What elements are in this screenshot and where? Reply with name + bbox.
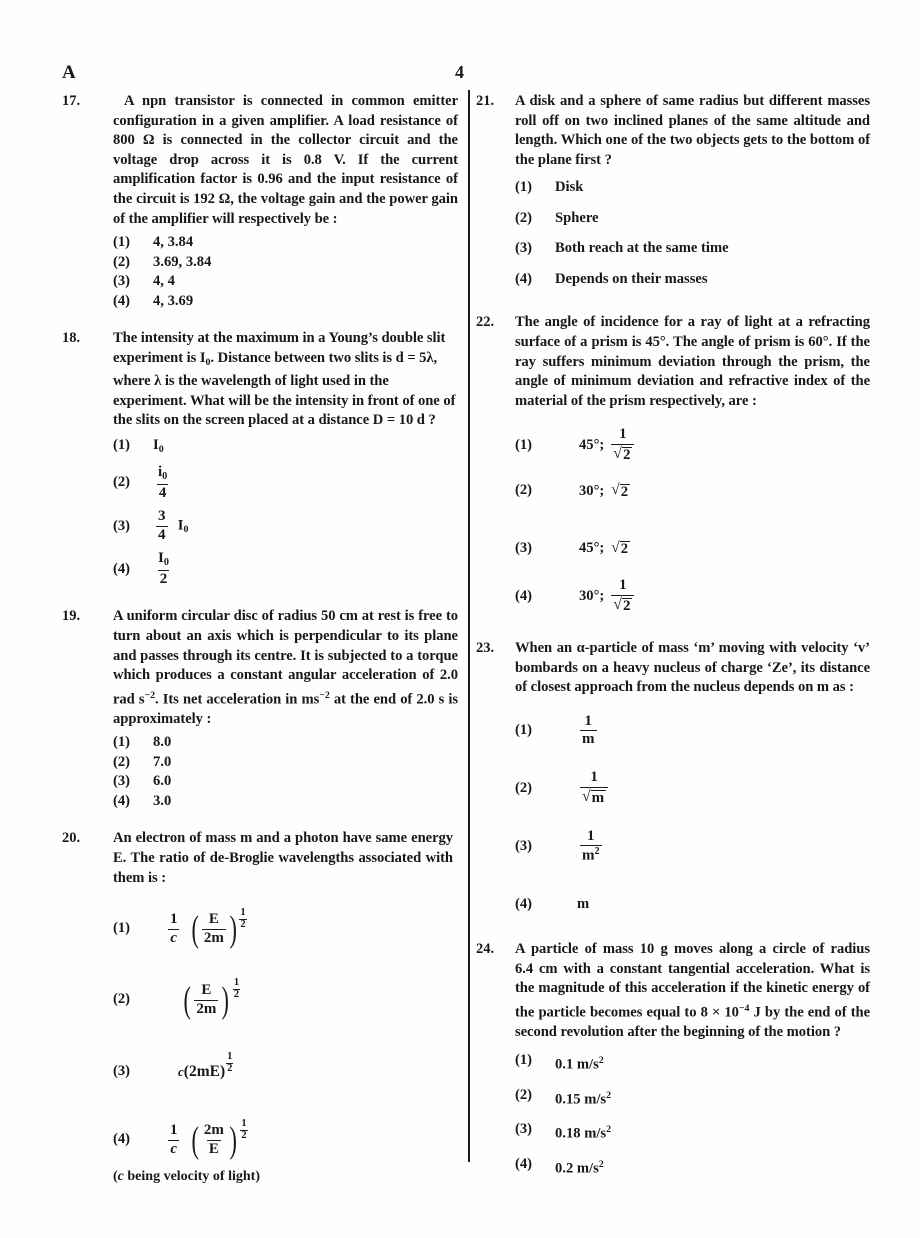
option-label: (2) [515,482,533,499]
option-formula: 45°; 1 √ 2 [579,427,872,464]
option-item[interactable] [515,770,872,807]
page-number: 4 [455,62,464,82]
option-item[interactable] [113,509,460,543]
option-label: (1) [515,437,533,454]
options-list [113,233,460,311]
option-text: Sphere [555,209,599,226]
question-18 [62,329,460,587]
option-label: (3) [113,1062,131,1079]
option-label: (3) [515,539,533,556]
page-header [62,62,462,86]
option-label: (4) [515,270,533,287]
option-label: (3) [113,517,131,534]
option-item[interactable] [113,1052,460,1091]
question-number: 19. [62,608,81,625]
option-item[interactable] [515,1120,872,1144]
option-text: 6.0 [153,773,172,790]
question-number: 20. [62,830,81,847]
option-formula: 30°; √ 2 [579,481,629,500]
option-text: 4, 3.69 [153,292,194,309]
option-item[interactable] [515,427,872,464]
option-label: (3) [515,240,533,257]
option-label: (1) [515,1051,533,1068]
option-item[interactable] [515,239,872,259]
question-text: When an α-particle of mass ‘m’ moving with velocity ‘v’ bombards on a heavy nucleus of charge ‘Ze’, its distance of closest approach from the nucleus depends on m as : [515,640,870,696]
option-label: (4) [113,560,131,577]
options-list [113,908,460,1161]
option-text: 4, 3.84 [153,234,194,251]
option-label: (4) [515,587,533,604]
option-formula: c (2mE) $\frac{1}{2}$ [178,1051,233,1080]
question-number: 23. [476,640,495,657]
option-formula: $\frac{1}{c}$ ( $\frac{E}{2m}$ ) $\frac{1}{2}$ [170,907,246,950]
option-formula: ( $\frac{E}{2m}$ ) $\frac{1}{2}$ [183,977,240,1021]
options-list [515,427,872,615]
option-label: (1) [515,179,533,196]
option-label: (2) [113,474,131,491]
question-22 [476,313,872,615]
option-item[interactable] [113,465,460,501]
option-formula: $\frac{1}{m}$ [582,712,595,748]
option-label: (1) [113,734,131,751]
question-number: 18. [62,330,81,347]
option-formula: 1 √ m [577,770,872,807]
option-text: 3.69, 3.84 [153,253,212,270]
option-item[interactable] [515,539,872,559]
option-text: 0.2 $m/s^2$ [555,1159,604,1177]
options-list [515,714,872,914]
option-item[interactable] [515,714,872,748]
option-item[interactable] [515,270,872,290]
option-item[interactable] [515,1155,872,1179]
option-label: (1) [113,436,131,453]
option-label: (1) [113,234,131,251]
option-text: 0.1 $m/s^2$ [555,1054,604,1073]
question-24 [476,940,872,1179]
right-column [476,92,872,1195]
option-text: m [577,895,590,912]
option-text: Depends on their masses [555,270,708,287]
question-number: 21. [476,93,495,109]
option-label: (2) [515,779,533,796]
question-19 [62,607,460,811]
options-list [113,733,460,811]
option-text: 0.15 $m/s^2$ [555,1089,612,1107]
question-number: 17. [62,93,81,109]
option-label: (1) [515,722,533,739]
option-item[interactable] [113,292,460,312]
option-item[interactable] [515,829,872,865]
option-label: (4) [113,792,131,809]
option-label: (3) [113,773,131,790]
options-list [515,1051,872,1180]
question-text: A uniform circular disc of radius 50 cm at rest is free to turn about an axis which is perpendicular to its plane and passes through its centre. It is subjected to a torque which produces a constant angular acceleration of 2.0 rad $s^{-2}$. Its net acceleration in $ms^{-2}$ at the end of 2.0 s is approximately : [113,608,459,727]
option-item[interactable] [113,253,460,273]
option-item[interactable] [515,178,872,198]
option-label: (1) [113,920,131,937]
option-label: (3) [515,837,533,854]
set-code: A [62,62,76,83]
option-item[interactable] [515,895,872,915]
option-label: (2) [515,209,533,226]
option-label: (4) [113,1131,131,1148]
option-item[interactable] [113,551,460,587]
option-formula: $\frac{1}{c}$ ( $\frac{2m}{E}$ ) $\frac{1}{2}$ [170,1118,247,1161]
column-divider [468,90,470,1162]
option-label: (2) [113,753,131,770]
option-text: 0.18 $m/s^2$ [555,1124,612,1142]
option-label: (3) [113,273,131,290]
options-list [113,436,460,588]
option-label: (2) [113,253,131,270]
option-label: (2) [515,1086,533,1103]
option-item[interactable] [113,436,460,459]
option-text: Disk [555,179,584,196]
option-item[interactable] [113,978,460,1022]
option-label: (4) [515,895,533,912]
question-text: A particle of mass 10 g moves along a circle of radius 6.4 cm with a constant tangential acceleration. What is the magnitude of this acceleration if the kinetic energy of the particle becomes equal to $8 \times 10^{-4}$ J by the end of the second revolution after the beginning of the motion ? [515,941,870,1040]
question-text: An electron of mass m and a photon have same energy E. The ratio of de-Broglie wavelengths associated with them is : [113,830,453,886]
option-text: 7.0 [153,753,172,770]
question-text: The angle of incidence for a ray of light at a refracting surface of a prism is 45°. The angle of prism is 60°. If the ray suffers minimum deviation through the prism, the angle of minimum deviation and refractive index of the material of the prism respectively, are : [515,314,870,409]
option-item[interactable] [113,272,460,292]
option-item[interactable] [113,1119,460,1161]
option-text: 3.0 [153,792,172,809]
option-label: (4) [515,1156,533,1173]
question-text: A npn transistor is connected in common emitter configuration in a given amplifier. A load resistance of 800 Ω is connected in the collector circuit and the voltage drop across it is 0.8 V. If the current amplification factor is 0.96 and the input resistance of the circuit is 192 Ω, the voltage gain and the power gain of the amplifier will respectively be : [113,93,458,227]
question-number: 24. [476,941,495,958]
option-item[interactable] [113,753,460,773]
option-formula: 30°; 1 √ 2 [579,578,872,615]
option-item[interactable] [113,792,460,812]
option-text: 8.0 [153,734,172,751]
option-text: Both reach at the same time [555,240,729,257]
left-column [62,92,460,1202]
option-item[interactable] [113,733,460,753]
option-formula: $\frac{i_0}{4}$ [158,464,168,501]
option-item[interactable] [515,481,872,501]
option-formula: 45°; √ 2 [579,538,629,558]
option-label: (4) [113,292,131,309]
question-number: 22. [476,314,495,331]
options-list [515,178,872,289]
option-item[interactable] [515,1051,872,1075]
option-formula: $\frac{3}{4}$ $I_0$ [158,508,189,543]
option-label: (2) [113,991,131,1008]
option-item[interactable] [113,908,460,950]
option-item[interactable] [515,578,872,615]
question-text: A disk and a sphere of same radius but different masses roll off on two inclined planes of the same altitude and length. Which one of the two objects gets to the bottom of the plane first ? [515,93,870,168]
option-formula: $\frac{1}{m^2}$ [582,827,600,865]
question-note: (c being velocity of light) [113,1169,260,1185]
question-21 [476,92,872,289]
option-formula: $I_0$ [153,436,164,455]
option-formula: $\frac{I_0}{2}$ [158,550,169,587]
option-item[interactable] [515,1086,872,1110]
option-item[interactable] [515,209,872,229]
question-23 [476,639,872,914]
question-20 [62,829,460,1186]
option-text: 4, 4 [153,273,175,290]
option-item[interactable] [113,772,460,792]
option-item[interactable] [113,233,460,253]
option-label: (3) [515,1121,533,1138]
question-17 [62,92,460,311]
question-text: The intensity at the maximum in a Young’s double slit experiment is $I_0$. Distance between two slits is d = 5λ, where λ is the wavelength of light used in the experiment. What will be the intensity in front of one of the slits on the screen placed at a distance D = 10 d ? [113,330,456,429]
